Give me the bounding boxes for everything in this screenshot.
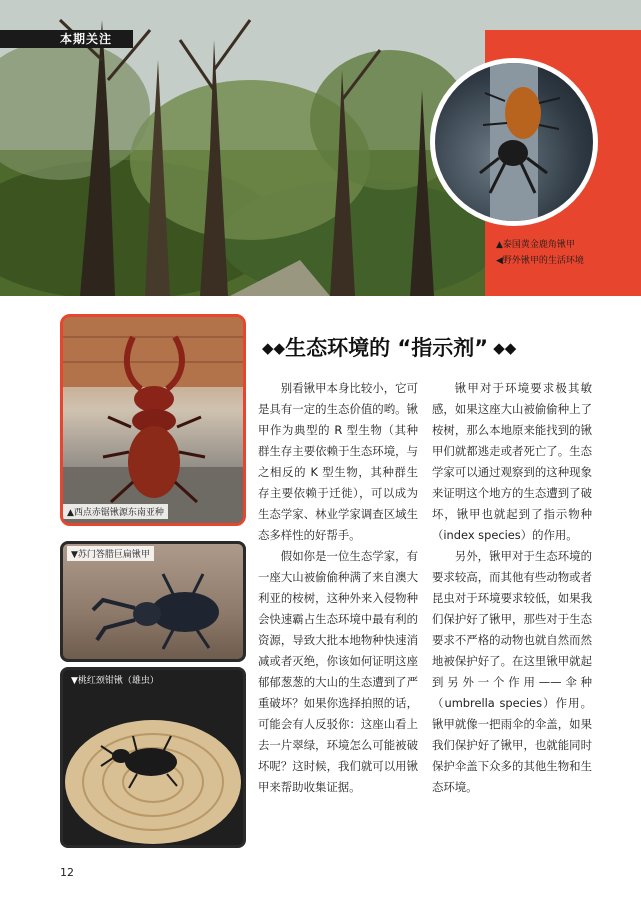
- paragraph: 另外，锹甲对于生态环境的要求较高，而其他有些动物或者昆虫对于环境要求较低，如果我们保护好了锹甲，那些对于生态要求不严格的动物也就自然而然地被保护好了。在这里锹甲就起到另外一个作用——伞种（umbrella species）作用。锹甲就像一把雨伞的伞盖，如果我们保护好了锹甲，也就能同时保护伞盖下众多的其他生物和生态环境。: [432, 549, 592, 794]
- article-title: [262, 332, 592, 362]
- image-caption-1: ▲西点赤锯锹源东南亚种: [63, 504, 168, 519]
- paragraph: 假如你是一位生态学家，有一座大山被偷偷种满了来自澳大利亚的桉树，这种外来入侵物种会快速霸占生态环境中最有利的资源，导致大批本地物种快速消减或者灭绝，你该如何证明这座郁郁葱葱的大山的生态遭到了严重破坏？如果你选择拍照的话，可能会有人反驳你：这座山看上去一片翠绿，环境怎么可能被破坏呢？这时候，我们就可以用锹甲来帮助收集证据。: [258, 549, 418, 794]
- stag-beetle-illustration: [63, 317, 243, 523]
- page-number: 12: [60, 866, 74, 879]
- wood-stump-beetle-illustration: [63, 670, 243, 845]
- section-tag: 本期关注: [0, 30, 133, 48]
- hero-caption-2: ◀野外锹甲的生活环境: [496, 256, 584, 266]
- hero-caption-1: ▲泰国黄金鹿角锹甲: [496, 240, 575, 250]
- beetle-photo-3: [60, 667, 246, 848]
- article-title-text: 生态环境的 “指示剂”: [285, 336, 488, 360]
- beetle-photo-2: [60, 541, 246, 662]
- article-column-1: [258, 378, 418, 798]
- paragraph: 锹甲对于环境要求极其敏感，如果这座大山被偷偷种上了桉树，那么本地原来能找到的锹甲们就都逃走或者死亡了。生态学家可以通过观察到的这种现象来证明这个地方的生态遭到了破坏，锹甲也就起到了指示物种（index species）的作用。: [432, 381, 592, 542]
- diamond-icon: ◆◆: [488, 339, 517, 357]
- beetle-closeup-illustration: [435, 63, 593, 221]
- beetle-closeup-photo: [430, 58, 598, 226]
- article-column-2: [432, 378, 592, 798]
- image-caption-2: ▼苏门答腊巨扁锹甲: [67, 546, 154, 561]
- image-caption-3: ▼桃红颈钳锹（雄虫）: [71, 676, 159, 686]
- beetle-photo-1: [60, 314, 246, 526]
- flat-beetle-illustration: [63, 544, 243, 659]
- paragraph: 别看锹甲本身比较小，它可是具有一定的生态价值的哟。锹甲作为典型的 R 型生物（其种群生存主要依赖于生态环境，与之相反的 K 型生物，其种群生存主要依赖于迁徙），可以成为生态学家、林业学家调查区域生态多样性的好帮手。: [258, 381, 418, 542]
- diamond-icon: ◆◆: [262, 339, 286, 357]
